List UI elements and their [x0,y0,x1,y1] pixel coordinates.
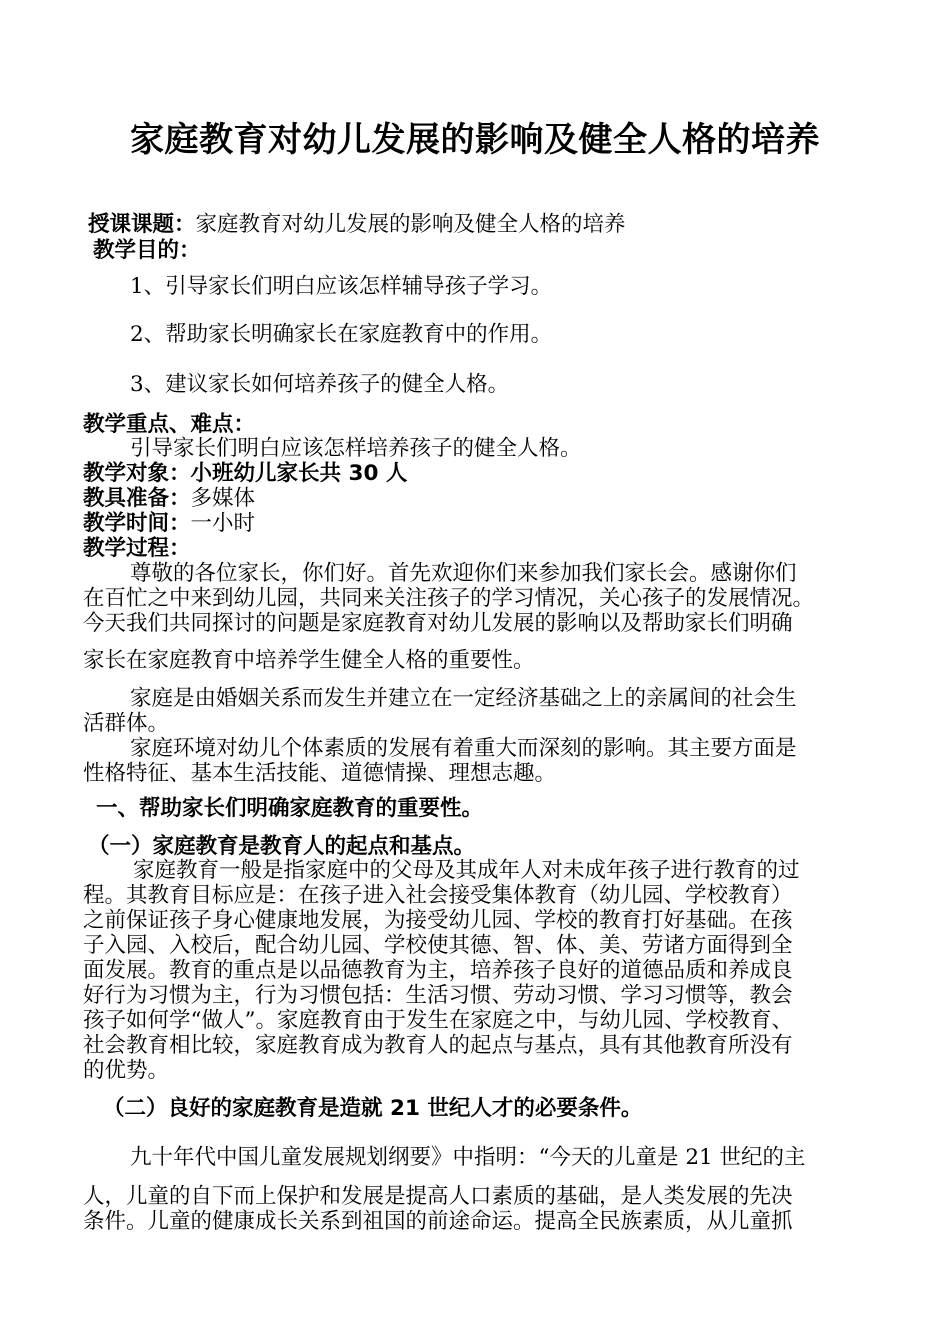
subject-line [88,212,626,238]
audience-value: 小班幼儿家长共 30 人 [190,461,408,486]
section1-heading: 一、帮助家长们明确家庭教育的重要性。 [96,796,484,821]
family-def-line: 活群体。 [83,711,170,736]
duration-label: 教学时间： [83,511,191,536]
section1-sub1-heading: （一）家庭教育是教育人的起点和基点。 [88,834,476,859]
sub1-line: 面发展。教育的重点是以品德教育为主，培养孩子良好的道德品质和养成良 [83,958,793,983]
intro-line: 家长在家庭教育中培养学生健全人格的重要性。 [83,648,535,673]
sub1-line: 的优势。 [83,1058,170,1083]
sub1-line: 之前保证孩子身心健康地发展，为接受幼儿园、学校的教育打好基础。在孩 [83,908,793,933]
sub1-line: 家庭教育一般是指家庭中的父母及其成年人对未成年孩子进行教育的过 [133,858,800,883]
section1-sub2-heading: （二）良好的家庭教育是造就 21 世纪人才的必要条件。 [103,1096,643,1121]
objective-item-3: 3、建议家长如何培养孩子的健全人格。 [130,372,510,397]
intro-line: 今天我们共同探讨的问题是家庭教育对幼儿发展的影响以及帮助家长们明确 [83,611,793,636]
environment-line: 家庭环境对幼儿个体素质的发展有着重大而深刻的影响。其主要方面是 [130,736,797,761]
key-points-label: 教学重点、难点： [83,412,256,437]
family-def-line: 家庭是由婚姻关系而发生并建立在一定经济基础之上的亲属间的社会生 [130,686,797,711]
sub1-line: 社会教育相比较，家庭教育成为教育人的起点与基点，具有其他教育所没有 [83,1033,793,1058]
audience-label: 教学对象： [83,461,191,486]
key-points-text: 引导家长们明白应该怎样培养孩子的健全人格。 [130,436,582,461]
sub1-line: 孩子如何学“做人”。家庭教育由于发生在家庭之中，与幼儿园、学校教育、 [83,1008,793,1033]
materials-label: 教具准备： [83,486,191,511]
objective-item-1: 1、引导家长们明白应该怎样辅导孩子学习。 [130,274,553,299]
sub1-line: 好行为习惯为主，行为习惯包括：生活习惯、劳动习惯、学习习惯等，教会 [83,983,793,1008]
objective-item-2: 2、帮助家长明确家长在家庭教育中的作用。 [130,322,553,347]
materials-value: 多媒体 [190,486,256,511]
intro-line: 尊敬的各位家长，你们好。首先欢迎你们来参加我们家长会。感谢你们 [130,561,797,586]
subject-label: 授课课题： [88,212,196,237]
objectives-label: 教学目的： [93,238,201,263]
process-label: 教学过程： [83,536,191,561]
audience-line [83,461,407,487]
sub2-line: 九十年代中国儿童发展规划纲要》中指明：“今天的儿童是 21 世纪的主 [130,1145,806,1170]
subject-value: 家庭教育对幼儿发展的影响及健全人格的培养 [195,212,626,237]
materials-line [83,486,255,512]
document-title: 家庭教育对幼儿发展的影响及健全人格的培养 [130,120,820,160]
duration-value: 一小时 [190,511,256,536]
sub2-line: 人，儿童的自下而上保护和发展是提高人口素质的基础，是人类发展的先决 [83,1184,793,1209]
duration-line [83,511,255,537]
intro-line: 在百忙之中来到幼儿园，共同来关注孩子的学习情况，关心孩子的发展情况。 [83,586,815,611]
environment-line: 性格特征、基本生活技能、道德情操、理想志趣。 [83,761,557,786]
sub1-line: 程。其教育目标应是：在孩子进入社会接受集体教育（幼儿园、学校教育） [83,883,793,908]
sub1-line: 子入园、入校后，配合幼儿园、学校使其德、智、体、美、劳诸方面得到全 [83,933,793,958]
sub2-line: 条件。儿童的健康成长关系到祖国的前途命运。提高全民族素质，从儿童抓 [83,1209,793,1234]
